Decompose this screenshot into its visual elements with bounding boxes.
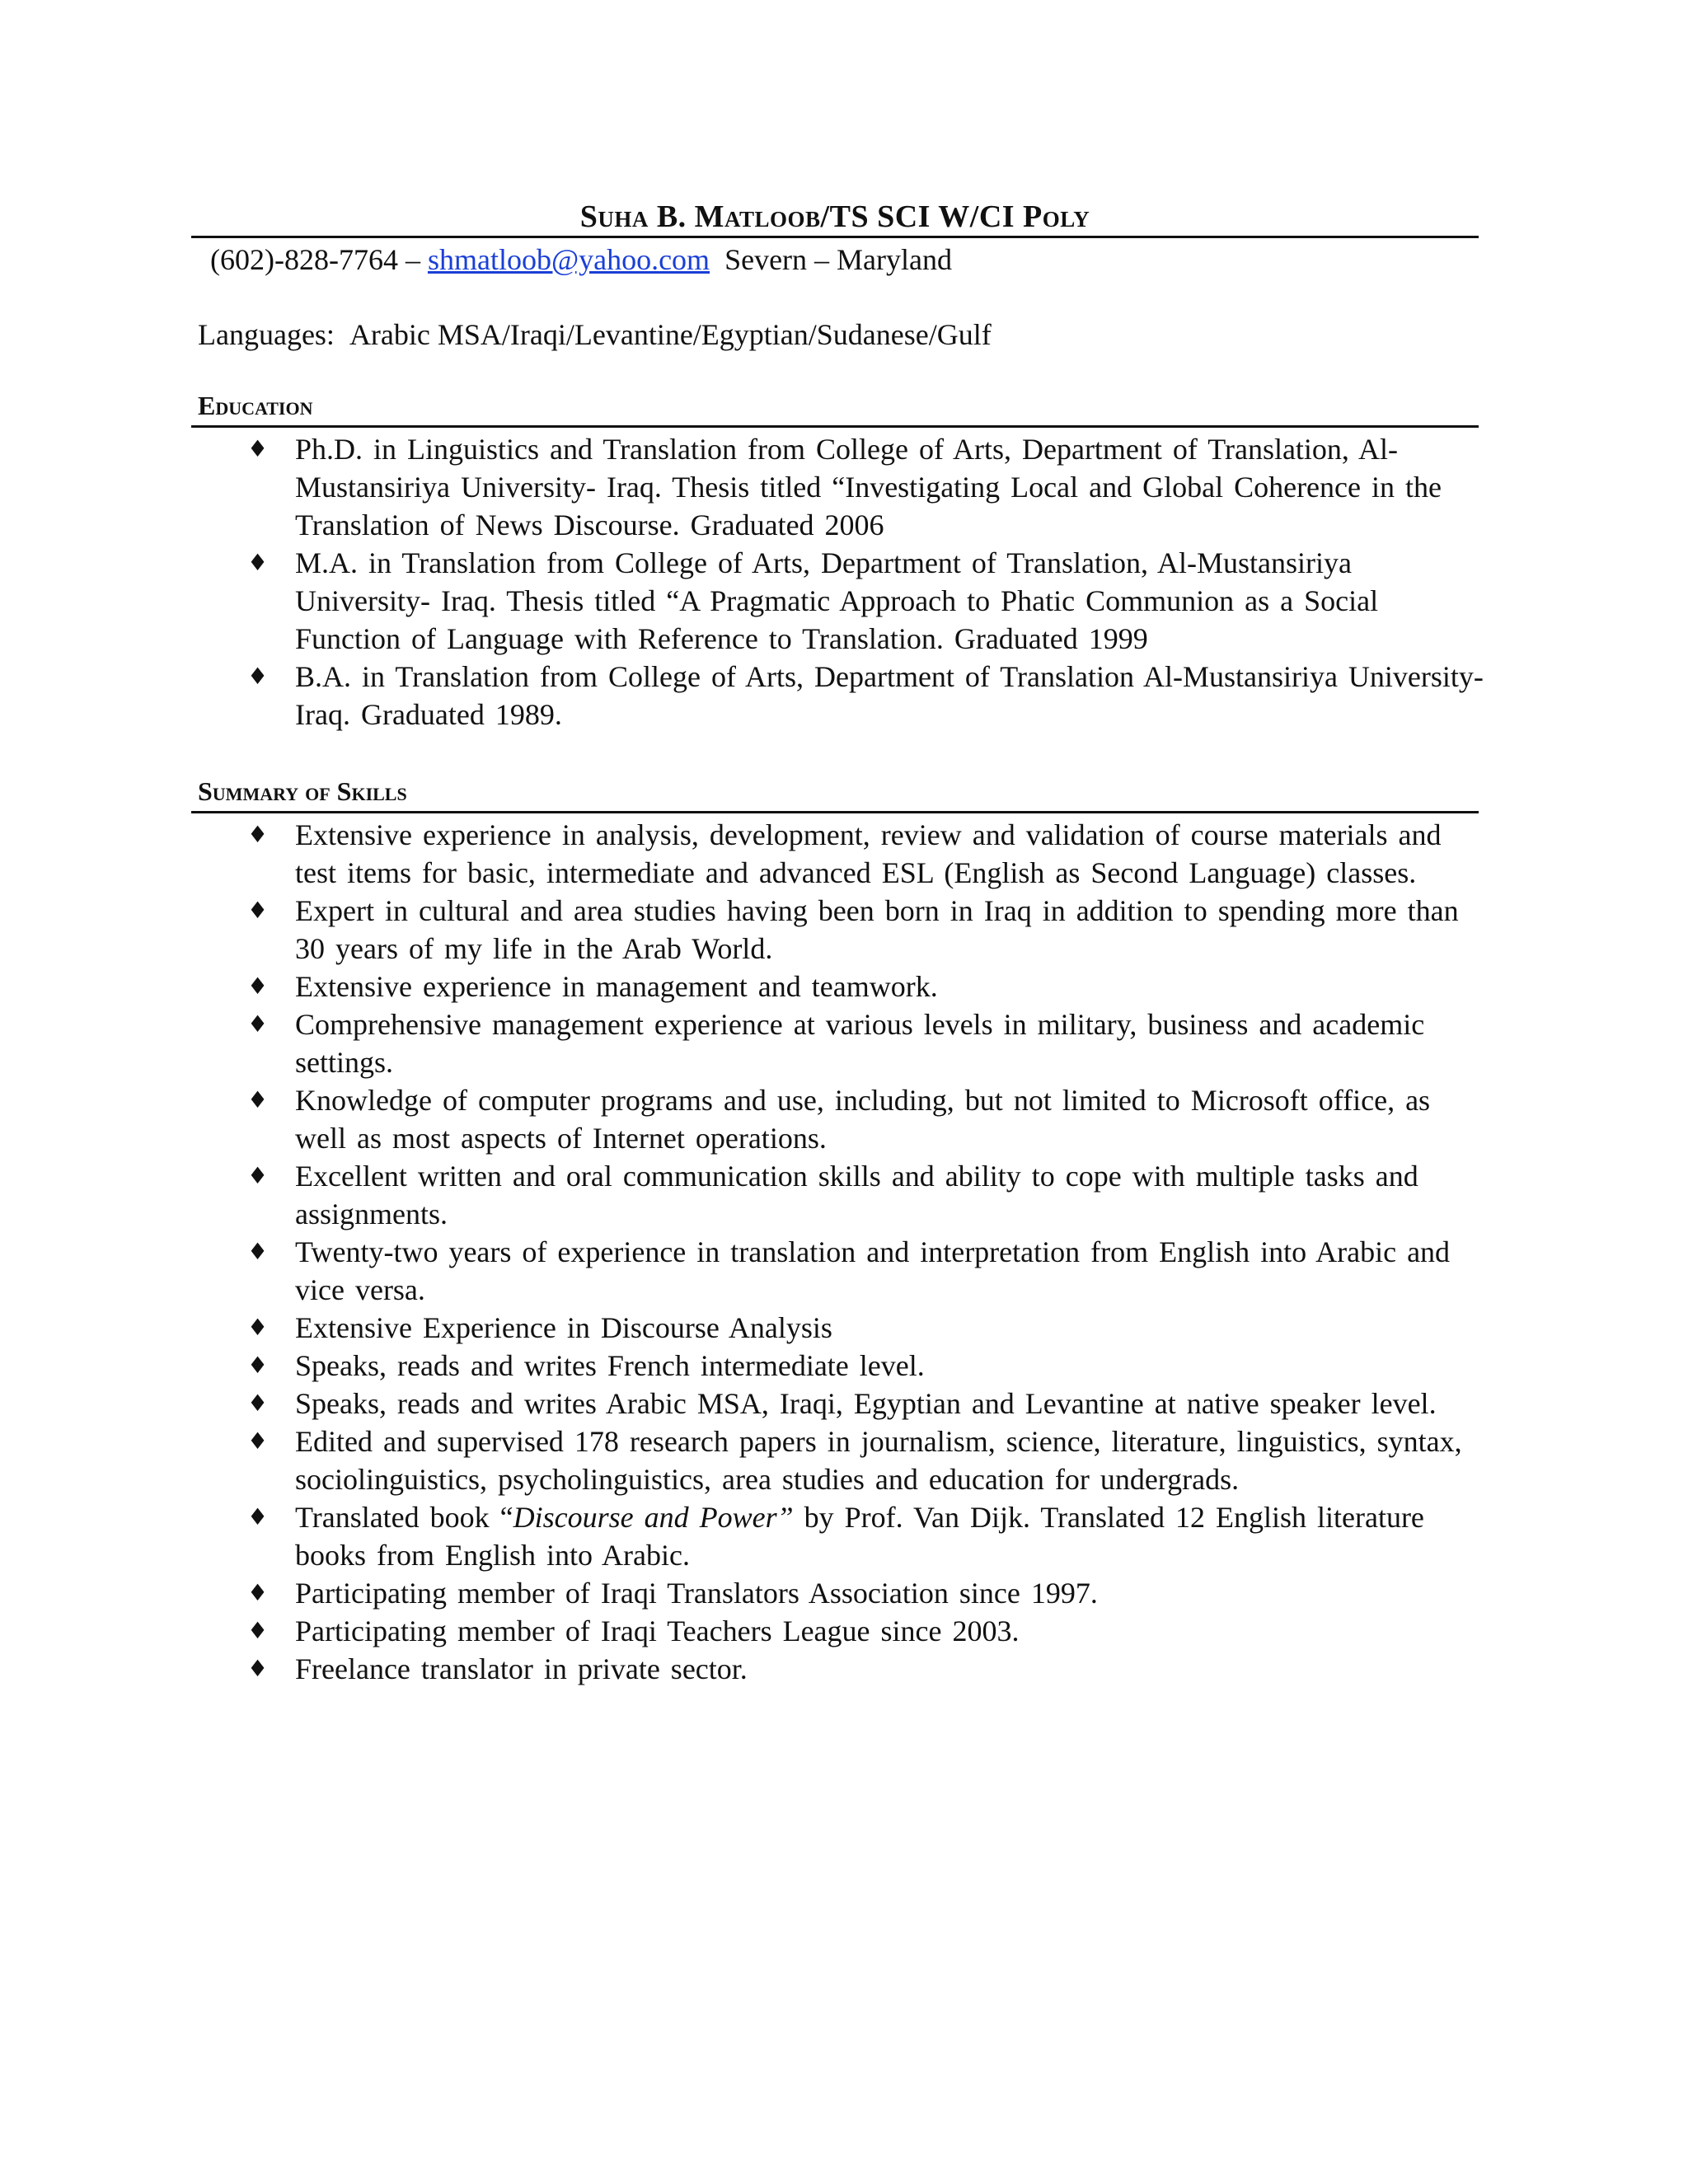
skills-list — [247, 816, 1484, 1688]
languages-line — [198, 316, 992, 354]
list-item: ♦ Participating member of Iraqi Teachers League since 2003. — [247, 1612, 1484, 1650]
list-item: ♦ Comprehensive management experience at various levels in military, business and academic settings. — [247, 1005, 1484, 1081]
list-item: ♦ Expert in cultural and area studies having been born in Iraq in addition to spending more than 30 years of my life in the Arab World. — [247, 892, 1484, 968]
languages-label: Languages: — [198, 318, 335, 351]
diamond-bullet-icon: ♦ — [247, 549, 269, 576]
diamond-bullet-icon: ♦ — [247, 663, 269, 690]
skills-heading: Summary of Skills — [198, 776, 407, 806]
list-item: ♦ Speaks, reads and writes Arabic MSA, Iraqi, Egyptian and Levantine at native speaker level. — [247, 1385, 1484, 1422]
book-translation-before: Translated book “ — [295, 1501, 513, 1534]
location: Severn – Maryland — [724, 243, 952, 276]
diamond-bullet-icon: ♦ — [247, 1503, 269, 1530]
list-item: ♦ Ph.D. in Linguistics and Translation from College of Arts, Department of Translation, Al-Mustansiriya University- Iraq. Thesis titled “Investigating Local and Global Coherence in the Translation of News Discourse. Graduated 2006 — [247, 430, 1484, 544]
diamond-bullet-icon: ♦ — [247, 1086, 269, 1113]
diamond-bullet-icon: ♦ — [247, 972, 269, 1000]
list-item: ♦ Knowledge of computer programs and use, including, but not limited to Microsoft office, as well as most aspects of Internet operations. — [247, 1081, 1484, 1157]
contact-line — [210, 241, 952, 279]
diamond-bullet-icon: ♦ — [247, 1352, 269, 1379]
diamond-bullet-icon: ♦ — [247, 1617, 269, 1644]
diamond-bullet-icon: ♦ — [247, 821, 269, 848]
book-title: Discourse and Power” — [513, 1501, 794, 1534]
list-item: ♦ Participating member of Iraqi Translators Association since 1997. — [247, 1574, 1484, 1612]
page-title: Suha B. Matloob/TS SCI W/CI Poly — [579, 199, 1090, 234]
list-item: ♦ Edited and supervised 178 research papers in journalism, science, literature, linguistics, syntax, sociolinguistics, psycholinguistics, area studies and education for undergrads. — [247, 1422, 1484, 1498]
diamond-bullet-icon: ♦ — [247, 1010, 269, 1038]
book-translation-after: by Prof. Van Dijk. Translated 12 English literature books from English into Arabic. — [295, 1501, 1424, 1572]
diamond-bullet-icon: ♦ — [247, 1238, 269, 1265]
list-item: ♦ Extensive Experience in Discourse Analysis — [247, 1309, 1484, 1347]
education-heading: Education — [198, 391, 313, 420]
diamond-bullet-icon: ♦ — [247, 897, 269, 924]
diamond-bullet-icon: ♦ — [247, 1314, 269, 1341]
list-item: ♦ Extensive experience in analysis, development, review and validation of course materials and test items for basic, intermediate and advanced ESL (English as Second Language) classes. — [247, 816, 1484, 892]
diamond-bullet-icon: ♦ — [247, 1427, 269, 1455]
diamond-bullet-icon: ♦ — [247, 1162, 269, 1189]
diamond-bullet-icon: ♦ — [247, 1579, 269, 1606]
education-rule — [191, 425, 1479, 428]
list-item: ♦ B.A. in Translation from College of Arts, Department of Translation Al-Mustansiriya University- Iraq. Graduated 1989. — [247, 658, 1484, 733]
list-item: ♦ Twenty-two years of experience in translation and interpretation from English into Arabic and vice versa. — [247, 1233, 1484, 1309]
list-item: ♦ Extensive experience in management and teamwork. — [247, 968, 1484, 1005]
list-item: ♦ M.A. in Translation from College of Arts, Department of Translation, Al-Mustansiriya University- Iraq. Thesis titled “A Pragmatic Approach to Phatic Communion as a Social Function of Language with Reference to Translation. Graduated 1999 — [247, 544, 1484, 658]
diamond-bullet-icon: ♦ — [247, 1655, 269, 1682]
diamond-bullet-icon: ♦ — [247, 435, 269, 462]
email-link[interactable]: shmatloob@yahoo.com — [427, 243, 710, 276]
education-list — [247, 430, 1484, 733]
skills-rule — [191, 811, 1479, 813]
list-item: ♦ Excellent written and oral communication skills and ability to cope with multiple tasks and assignments. — [247, 1157, 1484, 1233]
list-item: ♦ Speaks, reads and writes French intermediate level. — [247, 1347, 1484, 1385]
list-item — [247, 1498, 1484, 1574]
list-item: ♦ Freelance translator in private sector. — [247, 1650, 1484, 1688]
title-rule — [191, 236, 1479, 238]
diamond-bullet-icon: ♦ — [247, 1390, 269, 1417]
phone-number: (602)-828-7764 – — [210, 243, 428, 276]
languages-value: Arabic MSA/Iraqi/Levantine/Egyptian/Sudanese/Gulf — [349, 318, 992, 351]
